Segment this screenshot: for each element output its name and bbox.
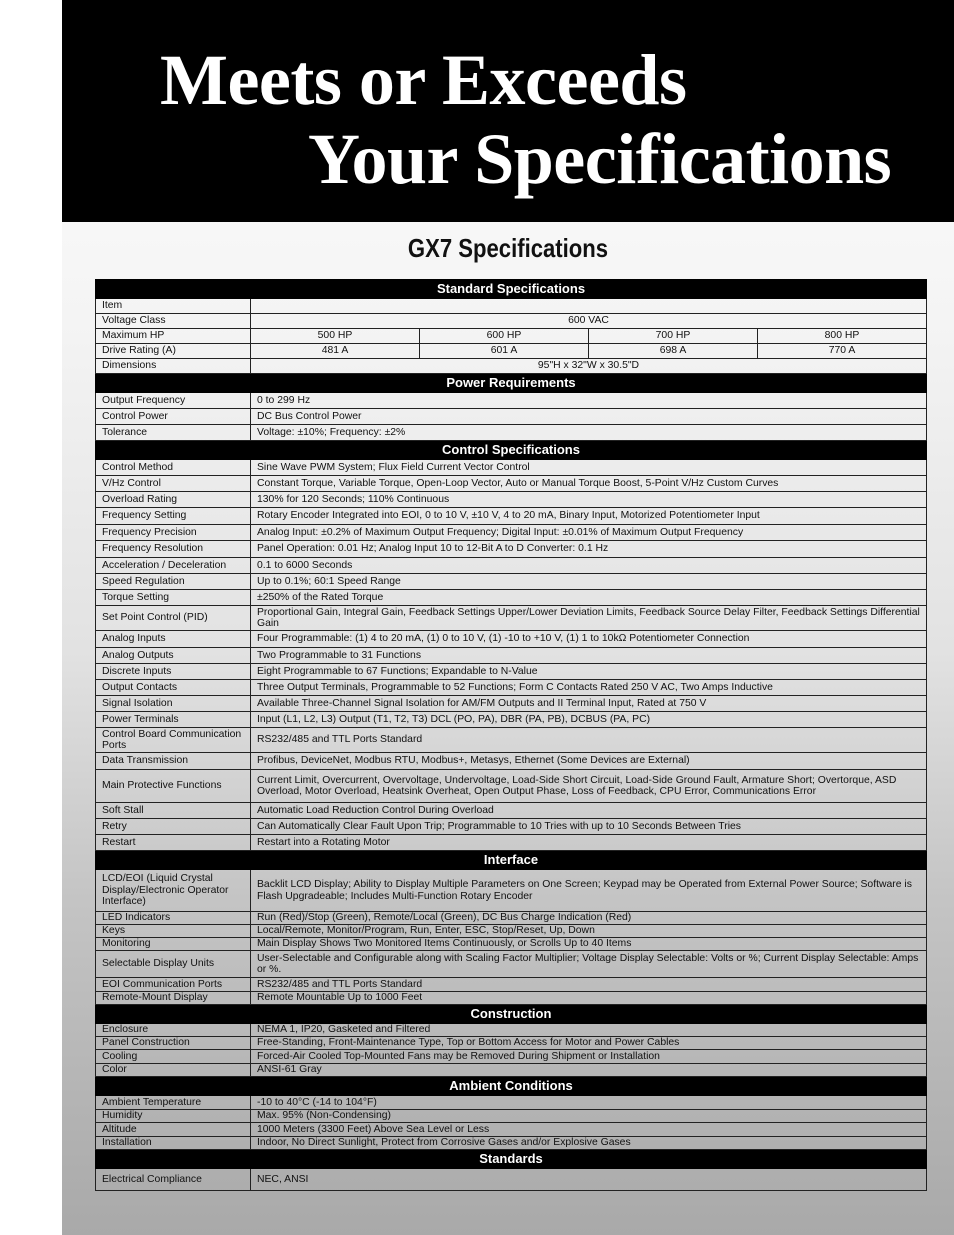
row-label: Item: [96, 299, 251, 314]
row-value: Analog Input: ±0.2% of Maximum Output Frequency; Digital Input: ±0.01% of Maximum Output Frequency: [251, 525, 927, 541]
row-label: LCD/EOI (Liquid Crystal Display/Electronic Operator Interface): [96, 870, 251, 912]
rating-cell: 481 A: [251, 344, 420, 359]
section-title: Interface: [96, 851, 927, 870]
row-value: RS232/485 and TTL Ports Standard: [251, 728, 927, 753]
section-header-standards: [96, 1150, 927, 1169]
row-value: Input (L1, L2, L3) Output (T1, T2, T3) DCL (PO, PA), DBR (PA, PB), DCBUS (PA, PC): [251, 712, 927, 728]
headline-line-1: Meets or Exceeds: [160, 40, 687, 120]
row-value: 0 to 299 Hz: [251, 393, 927, 409]
row-label: Data Transmission: [96, 753, 251, 770]
row-value: Panel Operation: 0.01 Hz; Analog Input 10 to 12-Bit A to D Converter: 0.1 Hz: [251, 541, 927, 558]
row-value: NEMA 1, IP20, Gasketed and Filtered: [251, 1024, 927, 1037]
row-value: 95"H x 32"W x 30.5"D: [251, 359, 927, 374]
row-value: Can Automatically Clear Fault Upon Trip; Programmable to 10 Tries with up to 10 Seconds Between Tries: [251, 819, 927, 835]
row-label: Installation: [96, 1137, 251, 1150]
table-row: [96, 525, 927, 541]
row-label: Remote-Mount Display: [96, 992, 251, 1005]
row-value: 600 VAC: [251, 314, 927, 329]
table-row: [96, 1137, 927, 1150]
row-label: Main Protective Functions: [96, 770, 251, 803]
table-row: [96, 728, 927, 753]
row-value: Current Limit, Overcurrent, Overvoltage, Undervoltage, Load-Side Short Circuit, Load-Side Ground Fault, Armature Short; Overtorque, ASD Overload, Motor Overload, Heatsink Overheat, Open Output Phase, Loss of Feedback, CPU Error, Communications Error: [251, 770, 927, 803]
section-header-power: [96, 374, 927, 393]
row-value: Remote Mountable Up to 1000 Feet: [251, 992, 927, 1005]
row-label: Voltage Class: [96, 314, 251, 329]
row-label: Enclosure: [96, 1024, 251, 1037]
row-value: NEC, ANSI: [251, 1169, 927, 1191]
row-value: Max. 95% (Non-Condensing): [251, 1110, 927, 1123]
table-row: [96, 835, 927, 851]
table-row: [96, 574, 927, 590]
table-row: [96, 314, 927, 329]
table-row: [96, 1096, 927, 1110]
row-label: Set Point Control (PID): [96, 606, 251, 631]
row-value: Sine Wave PWM System; Flux Field Current Vector Control: [251, 460, 927, 476]
hp-cell: 600 HP: [420, 329, 589, 344]
row-label: Output Frequency: [96, 393, 251, 409]
row-value: Three Output Terminals, Programmable to 52 Functions; Form C Contacts Rated 250 V AC, Two Amps Inductive: [251, 680, 927, 696]
table-row: [96, 425, 927, 441]
table-row: [96, 951, 927, 978]
table-row: [96, 631, 927, 648]
table-row: [96, 870, 927, 912]
table-row: [96, 992, 927, 1005]
table-row: [96, 299, 927, 314]
header-banner: [62, 0, 954, 222]
row-value: Eight Programmable to 67 Functions; Expandable to N-Value: [251, 664, 927, 680]
table-row: [96, 1064, 927, 1077]
row-label: Humidity: [96, 1110, 251, 1123]
table-row: [96, 696, 927, 712]
table-row: [96, 664, 927, 680]
row-label: Output Contacts: [96, 680, 251, 696]
table-row: [96, 329, 927, 344]
row-label: Electrical Compliance: [96, 1169, 251, 1191]
headline-line-2: Your Specifications: [308, 119, 892, 199]
table-row: [96, 712, 927, 728]
spec-page: [62, 0, 954, 1235]
row-value: -10 to 40°C (-14 to 104°F): [251, 1096, 927, 1110]
table-row: [96, 359, 927, 374]
section-title: Control Specifications: [96, 441, 927, 460]
row-label: Cooling: [96, 1050, 251, 1064]
row-value: Backlit LCD Display; Ability to Display Multiple Parameters on One Screen; Keypad may be Operated from External Power Source; Software is Flash Upgradeable; Includes Multi-Function Rotary Encoder: [251, 870, 927, 912]
table-row: [96, 648, 927, 664]
section-header-interface: [96, 851, 927, 870]
hp-cell: 500 HP: [251, 329, 420, 344]
row-value: Restart into a Rotating Motor: [251, 835, 927, 851]
table-row: [96, 344, 927, 359]
row-value: [251, 299, 927, 314]
row-label: Signal Isolation: [96, 696, 251, 712]
row-label: Ambient Temperature: [96, 1096, 251, 1110]
row-label: Frequency Precision: [96, 525, 251, 541]
table-row: [96, 492, 927, 508]
table-row: [96, 590, 927, 606]
table-row: [96, 912, 927, 925]
row-label: Analog Inputs: [96, 631, 251, 648]
row-value: Voltage: ±10%; Frequency: ±2%: [251, 425, 927, 441]
section-title: Construction: [96, 1005, 927, 1024]
row-label: Acceleration / Deceleration: [96, 558, 251, 574]
row-label: Frequency Resolution: [96, 541, 251, 558]
table-row: [96, 938, 927, 951]
row-label: V/Hz Control: [96, 476, 251, 492]
row-value: Up to 0.1%; 60:1 Speed Range: [251, 574, 927, 590]
table-row: [96, 803, 927, 819]
table-row: [96, 1110, 927, 1123]
row-value: Constant Torque, Variable Torque, Open-Loop Vector, Auto or Manual Torque Boost, 5-Point V/Hz Custom Curves: [251, 476, 927, 492]
row-label: Discrete Inputs: [96, 664, 251, 680]
table-row: [96, 680, 927, 696]
table-row: [96, 978, 927, 992]
row-label: Power Terminals: [96, 712, 251, 728]
row-value: Automatic Load Reduction Control During Overload: [251, 803, 927, 819]
row-label: Restart: [96, 835, 251, 851]
table-row: [96, 1050, 927, 1064]
row-value: DC Bus Control Power: [251, 409, 927, 425]
hp-cell: 700 HP: [589, 329, 758, 344]
row-value: Run (Red)/Stop (Green), Remote/Local (Green), DC Bus Charge Indication (Red): [251, 912, 927, 925]
table-row: [96, 1037, 927, 1050]
section-header-control: [96, 441, 927, 460]
row-label: Monitoring: [96, 938, 251, 951]
table-row: [96, 541, 927, 558]
table-row: [96, 1024, 927, 1037]
row-label: Control Board Communication Ports: [96, 728, 251, 753]
section-header-ambient: [96, 1077, 927, 1096]
hp-cell: 800 HP: [758, 329, 927, 344]
row-label: Torque Setting: [96, 590, 251, 606]
table-row: [96, 925, 927, 938]
section-title: Standard Specifications: [96, 280, 927, 299]
row-value: 130% for 120 Seconds; 110% Continuous: [251, 492, 927, 508]
section-title: Ambient Conditions: [96, 1077, 927, 1096]
row-value: Free-Standing, Front-Maintenance Type, Top or Bottom Access for Motor and Power Cables: [251, 1037, 927, 1050]
row-value: Rotary Encoder Integrated into EOI, 0 to 10 V, ±10 V, 4 to 20 mA, Binary Input, Motorized Potentiometer Input: [251, 508, 927, 525]
row-label: Frequency Setting: [96, 508, 251, 525]
section-title: Power Requirements: [96, 374, 927, 393]
row-value: 1000 Meters (3300 Feet) Above Sea Level or Less: [251, 1123, 927, 1137]
page-title: GX7 Specifications: [407, 233, 609, 263]
row-label: Selectable Display Units: [96, 951, 251, 978]
row-label: Keys: [96, 925, 251, 938]
table-row: [96, 393, 927, 409]
table-row: [96, 476, 927, 492]
row-value: ANSI-61 Gray: [251, 1064, 927, 1077]
row-label: Control Power: [96, 409, 251, 425]
rating-cell: 601 A: [420, 344, 589, 359]
row-value: Local/Remote, Monitor/Program, Run, Enter, ESC, Stop/Reset, Up, Down: [251, 925, 927, 938]
row-label: Overload Rating: [96, 492, 251, 508]
row-label: Analog Outputs: [96, 648, 251, 664]
row-value: Forced-Air Cooled Top-Mounted Fans may be Removed During Shipment or Installation: [251, 1050, 927, 1064]
row-value: Available Three-Channel Signal Isolation for AM/FM Outputs and II Terminal Input, Rated at 750 V: [251, 696, 927, 712]
row-value: Main Display Shows Two Monitored Items Continuously, or Scrolls Up to 40 Items: [251, 938, 927, 951]
row-label: Altitude: [96, 1123, 251, 1137]
section-header-standard: [96, 280, 927, 299]
row-value: Indoor, No Direct Sunlight, Protect from Corrosive Gases and/or Explosive Gases: [251, 1137, 927, 1150]
row-value: Profibus, DeviceNet, Modbus RTU, Modbus+, Metasys, Ethernet (Some Devices are External): [251, 753, 927, 770]
table-row: [96, 558, 927, 574]
table-row: [96, 819, 927, 835]
row-value: Four Programmable: (1) 4 to 20 mA, (1) 0 to 10 V, (1) -10 to +10 V, (1) 1 to 10kΩ Potentiometer Connection: [251, 631, 927, 648]
spec-table: [95, 279, 927, 1191]
row-label: EOI Communication Ports: [96, 978, 251, 992]
row-value: User-Selectable and Configurable along with Scaling Factor Multiplier; Voltage Display Selectable: Volts or %; Current Display Selectable: Amps or %.: [251, 951, 927, 978]
table-row: [96, 508, 927, 525]
table-row: [96, 1169, 927, 1191]
row-label: Drive Rating (A): [96, 344, 251, 359]
row-label: LED Indicators: [96, 912, 251, 925]
table-row: [96, 753, 927, 770]
row-label: Tolerance: [96, 425, 251, 441]
row-value: 0.1 to 6000 Seconds: [251, 558, 927, 574]
table-row: [96, 409, 927, 425]
table-row: [96, 770, 927, 803]
table-row: [96, 1123, 927, 1137]
row-label: Panel Construction: [96, 1037, 251, 1050]
row-value: ±250% of the Rated Torque: [251, 590, 927, 606]
table-row: [96, 606, 927, 631]
rating-cell: 698 A: [589, 344, 758, 359]
row-label: Dimensions: [96, 359, 251, 374]
row-value: RS232/485 and TTL Ports Standard: [251, 978, 927, 992]
row-label: Speed Regulation: [96, 574, 251, 590]
row-value: Two Programmable to 31 Functions: [251, 648, 927, 664]
rating-cell: 770 A: [758, 344, 927, 359]
row-label: Retry: [96, 819, 251, 835]
row-label: Soft Stall: [96, 803, 251, 819]
section-header-construction: [96, 1005, 927, 1024]
row-value: Proportional Gain, Integral Gain, Feedback Settings Upper/Lower Deviation Limits, Feedback Source Delay Filter, Feedback Settings Differential Gain: [251, 606, 927, 631]
row-label: Maximum HP: [96, 329, 251, 344]
section-title: Standards: [96, 1150, 927, 1169]
row-label: Color: [96, 1064, 251, 1077]
table-row: [96, 460, 927, 476]
row-label: Control Method: [96, 460, 251, 476]
